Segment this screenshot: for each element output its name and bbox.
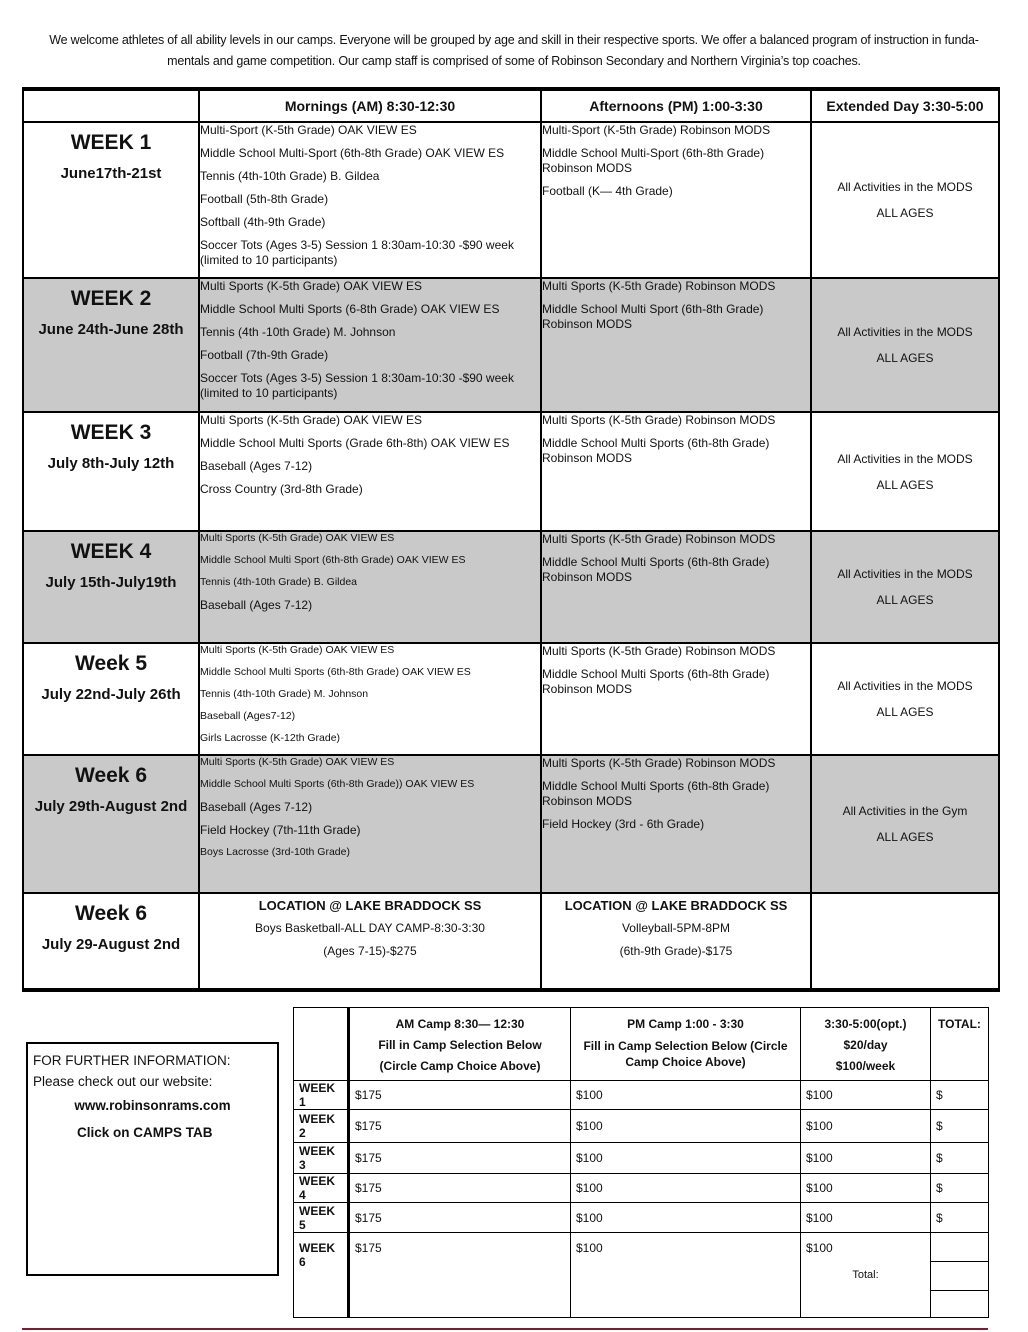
week-row-4 — [23, 531, 999, 643]
activity-item: Baseball (Ages 7-12) — [200, 459, 313, 473]
pm-location-cell — [541, 893, 811, 990]
activity-item: Multi Sports (K-5th Grade) Robinson MODS — [542, 279, 776, 293]
fee-ext-price: $100 — [801, 1203, 931, 1233]
activity-item: Football (K— 4th Grade) — [542, 184, 673, 198]
fee-ext-price: $100 — [801, 1110, 931, 1143]
activity-item: Middle School Multi Sports (6-8th Grade) OAK VIEW ES — [200, 302, 500, 316]
fee-ext-price: $100 — [801, 1081, 931, 1110]
extended-activities — [811, 278, 999, 412]
am-activities — [199, 531, 541, 643]
week-label-cell — [23, 278, 199, 412]
activity-item: Cross Country (3rd-8th Grade) — [200, 482, 363, 496]
extended-activities — [811, 755, 999, 893]
activity-item: Multi Sports (K-5th Grade) OAK VIEW ES — [200, 279, 423, 293]
bottom-divider — [22, 1328, 988, 1330]
activity-item: Multi Sports (K-5th Grade) Robinson MODS — [542, 756, 776, 770]
extended-empty-cell — [811, 893, 999, 990]
fee-week-label: WEEK 6 — [294, 1233, 349, 1318]
fee-header-am-line-2: Fill in Camp Selection Below — [378, 1038, 542, 1052]
activity-item: Tennis (4th -10th Grade) M. Johnson — [200, 325, 396, 339]
week-row-3 — [23, 412, 999, 531]
activity-item: Baseball (Ages7-12) — [200, 710, 296, 722]
fee-pm-price: $100 — [571, 1174, 801, 1203]
grand-total-label: Total: — [852, 1269, 879, 1281]
fee-row-5 — [294, 1203, 989, 1233]
activity-item: Middle School Multi-Sport (6th-8th Grade) Robinson MODS — [542, 146, 765, 175]
activity-item: Multi Sports (K-5th Grade) Robinson MODS — [542, 413, 776, 427]
header-mornings: Mornings (AM) 8:30-12:30 — [199, 89, 541, 122]
fee-total-field[interactable]: $ — [931, 1174, 989, 1203]
fee-am-price: $175 — [349, 1174, 571, 1203]
fee-header-am — [349, 1008, 571, 1081]
fee-am-price: $175 — [349, 1143, 571, 1174]
activity-item: Middle School Multi Sports (6th-8th Grade) OAK VIEW ES — [200, 666, 471, 678]
fee-header-ext-line-2: $20/day — [843, 1038, 888, 1052]
fee-header-am-line-3: (Circle Camp Choice Above) — [379, 1059, 541, 1073]
week-dates: July 22nd-July 26th — [41, 686, 181, 703]
pm-activities — [541, 755, 811, 893]
info-box — [26, 1042, 279, 1276]
extended-activities — [811, 412, 999, 531]
fee-header-pm-line-2: Fill in Camp Selection Below (Circle Camp Choice Above) — [583, 1039, 788, 1069]
pm-location-title: LOCATION @ LAKE BRADDOCK SS — [564, 898, 788, 913]
fee-total-cell — [931, 1233, 989, 1318]
activity-item: Multi Sports (K-5th Grade) OAK VIEW ES — [200, 756, 395, 768]
header-afternoons: Afternoons (PM) 1:00-3:30 — [541, 89, 811, 122]
pm-activities — [541, 122, 811, 278]
activity-item: Multi-Sport (K-5th Grade) OAK VIEW ES — [200, 123, 417, 137]
am-location-cell — [199, 893, 541, 990]
extended-ages: ALL AGES — [876, 351, 934, 365]
header-blank — [23, 89, 199, 122]
fee-header-row — [294, 1008, 989, 1081]
extended-activities — [811, 643, 999, 755]
fee-row-2 — [294, 1110, 989, 1143]
extended-ages: ALL AGES — [876, 705, 934, 719]
activity-item: Multi Sports (K-5th Grade) OAK VIEW ES — [200, 532, 395, 544]
extended-item: All Activities in the MODS — [837, 451, 973, 466]
extended-ages: ALL AGES — [876, 593, 934, 607]
fee-total-field[interactable]: $ — [931, 1143, 989, 1174]
activity-item: Middle School Multi Sports (6th-8th Grade)) OAK VIEW ES — [200, 778, 475, 790]
activity-item: Middle School Multi-Sport (6th-8th Grade) OAK VIEW ES — [200, 146, 505, 160]
week-title: Week 5 — [75, 652, 147, 675]
activity-item: Football (5th-8th Grade) — [200, 192, 329, 206]
fee-ext-price: $100 — [806, 1241, 833, 1255]
fee-week-label: WEEK 4 — [294, 1174, 349, 1203]
fee-header-am-line-1: AM Camp 8:30— 12:30 — [395, 1017, 525, 1031]
schedule-table — [22, 87, 1000, 992]
fee-ext-price: $100 — [801, 1174, 931, 1203]
extended-item: All Activities in the MODS — [837, 567, 973, 581]
fee-pm-price: $100 — [571, 1233, 801, 1318]
week-title: Week 6 — [75, 764, 147, 787]
activity-item: Soccer Tots (Ages 3-5) Session 1 8:30am-10:30 -$90 week (limited to 10 participants) — [200, 238, 514, 267]
fee-total-field[interactable]: $ — [931, 1203, 989, 1233]
week-dates: July 29th-August 2nd — [34, 798, 188, 815]
fee-week-label: WEEK 3 — [294, 1143, 349, 1174]
fee-am-price: $175 — [349, 1110, 571, 1143]
extended-item: All Activities in the MODS — [837, 679, 973, 693]
website-link[interactable]: www.robinsonrams.com — [74, 1098, 231, 1113]
fee-ext-price-cell — [801, 1233, 931, 1318]
extended-item: All Activities in the MODS — [837, 180, 973, 194]
activity-item: Middle School Multi Sports (6th-8th Grade) Robinson MODS — [542, 779, 770, 808]
fee-week-label: WEEK 5 — [294, 1203, 349, 1233]
week-title: WEEK 1 — [70, 131, 152, 154]
activity-item: Baseball (Ages 7-12) — [200, 598, 313, 612]
week-label-cell — [23, 122, 199, 278]
fee-pm-price: $100 — [571, 1110, 801, 1143]
fee-row-4 — [294, 1174, 989, 1203]
intro-line-2: mentals and game competition. Our camp staff is comprised of some of Robinson Secondary and Northern Virginia’s top coaches. — [167, 54, 861, 68]
am-activities — [199, 755, 541, 893]
am-activities — [199, 412, 541, 531]
extended-item: All Activities in the MODS — [837, 325, 973, 339]
am-location-line-1: Boys Basketball-ALL DAY CAMP-8:30-3:30 — [255, 921, 485, 935]
fee-total-field[interactable]: $ — [931, 1110, 989, 1143]
week-dates: June17th-21st — [60, 165, 162, 182]
activity-item: Tennis (4th-10th Grade) B. Gildea — [200, 169, 380, 183]
fee-pm-price: $100 — [571, 1143, 801, 1174]
week-dates: July 15th-July19th — [45, 574, 177, 591]
extended-activities — [811, 531, 999, 643]
fee-pm-price: $100 — [571, 1081, 801, 1110]
schedule-header-row — [23, 89, 999, 122]
week-title: Week 6 — [75, 902, 147, 925]
intro-text — [30, 30, 998, 72]
fee-total-blank — [931, 1291, 988, 1317]
fee-header-total: TOTAL: — [931, 1008, 989, 1081]
fee-am-price: $175 — [349, 1233, 571, 1318]
fee-pm-price: $100 — [571, 1203, 801, 1233]
activity-item: Tennis (4th-10th Grade) M. Johnson — [200, 688, 369, 700]
activity-item: Girls Lacrosse (K-12th Grade) — [200, 732, 341, 744]
extended-ages: ALL AGES — [876, 830, 934, 844]
week-row-6-location — [23, 893, 999, 990]
fee-header-pm — [571, 1008, 801, 1081]
am-location-title: LOCATION @ LAKE BRADDOCK SS — [258, 898, 482, 913]
activity-item: Softball (4th-9th Grade) — [200, 215, 326, 229]
week-row-5 — [23, 643, 999, 755]
fee-ext-price: $100 — [801, 1143, 931, 1174]
pm-location-line-2: (6th-9th Grade)-$175 — [619, 944, 733, 958]
activity-item: Middle School Multi Sports (6th-8th Grade) Robinson MODS — [542, 555, 770, 584]
week-label-cell — [23, 755, 199, 893]
week-title: WEEK 2 — [70, 287, 152, 310]
intro-line-1: We welcome athletes of all ability levels in our camps. Everyone will be grouped by age and skill in their respective sports. We offer a balanced program of instruction in funda- — [49, 33, 979, 47]
activity-item: Multi Sports (K-5th Grade) Robinson MODS — [542, 644, 776, 658]
header-extended: Extended Day 3:30-5:00 — [811, 89, 999, 122]
activity-item: Baseball (Ages 7-12) — [200, 800, 313, 814]
week-row-6 — [23, 755, 999, 893]
activity-item: Multi-Sport (K-5th Grade) Robinson MODS — [542, 123, 771, 137]
week-row-1 — [23, 122, 999, 278]
activity-item: Multi Sports (K-5th Grade) OAK VIEW ES — [200, 644, 395, 656]
pm-activities — [541, 643, 811, 755]
activity-item: Football (7th-9th Grade) — [200, 348, 329, 362]
activity-item: Boys Lacrosse (3rd-10th Grade) — [200, 846, 350, 858]
activity-item: Middle School Multi Sports (6th-8th Grade) Robinson MODS — [542, 436, 770, 465]
activity-item: Multi Sports (K-5th Grade) OAK VIEW ES — [200, 413, 423, 427]
activity-item: Middle School Multi Sports (Grade 6th-8th) OAK VIEW ES — [200, 436, 510, 450]
activity-item: Middle School Multi Sport (6th-8th Grade) OAK VIEW ES — [200, 554, 466, 566]
fee-week-label: WEEK 2 — [294, 1110, 349, 1143]
am-activities — [199, 122, 541, 278]
fee-header-extended — [801, 1008, 931, 1081]
pm-activities — [541, 531, 811, 643]
activity-item: Tennis (4th-10th Grade) B. Gildea — [200, 576, 357, 588]
activity-item: Multi Sports (K-5th Grade) Robinson MODS — [542, 532, 776, 546]
activity-item: Field Hockey (3rd - 6th Grade) — [542, 817, 705, 831]
week-dates: July 8th-July 12th — [47, 455, 175, 472]
pm-activities — [541, 412, 811, 531]
info-text: FOR FURTHER INFORMATION: Please check out our website: — [33, 1053, 231, 1089]
week-label-cell — [23, 893, 199, 990]
extended-ages: ALL AGES — [876, 206, 934, 220]
activity-item: Middle School Multi Sports (6th-8th Grade) Robinson MODS — [542, 667, 770, 696]
fee-row-6 — [294, 1233, 989, 1318]
camps-tab-note: Click on CAMPS TAB — [77, 1125, 213, 1140]
week-dates: July 29-August 2nd — [41, 936, 181, 953]
am-activities — [199, 643, 541, 755]
fee-am-price: $175 — [349, 1203, 571, 1233]
activity-item: Field Hockey (7th-11th Grade) — [200, 823, 361, 837]
week-label-cell — [23, 412, 199, 531]
activity-item: Soccer Tots (Ages 3-5) Session 1 8:30am-10:30 -$90 week (limited to 10 participants) — [200, 371, 514, 400]
week-label-cell — [23, 643, 199, 755]
fee-row-3 — [294, 1143, 989, 1174]
fee-header-ext-line-3: $100/week — [835, 1059, 896, 1073]
extended-ages: ALL AGES — [876, 477, 934, 492]
fee-total-field[interactable] — [931, 1233, 988, 1262]
week-title: WEEK 4 — [70, 540, 152, 563]
activity-item: Middle School Multi Sport (6th-8th Grade) Robinson MODS — [542, 302, 764, 331]
week-dates: June 24th-June 28th — [38, 321, 184, 338]
fee-row-1 — [294, 1081, 989, 1110]
fee-week-label: WEEK 1 — [294, 1081, 349, 1110]
week-row-2 — [23, 278, 999, 412]
fee-header-blank — [294, 1008, 349, 1081]
am-activities — [199, 278, 541, 412]
week-title: WEEK 3 — [70, 421, 152, 444]
fee-table — [293, 1007, 989, 1318]
fee-header-ext-line-1: 3:30-5:00(opt.) — [824, 1017, 907, 1031]
week-label-cell — [23, 531, 199, 643]
pm-location-line-1: Volleyball-5PM-8PM — [621, 921, 731, 935]
fee-total-field[interactable]: $ — [931, 1081, 989, 1110]
grand-total-field[interactable] — [931, 1262, 988, 1291]
extended-item: All Activities in the Gym — [842, 804, 968, 818]
fee-am-price: $175 — [349, 1081, 571, 1110]
pm-activities — [541, 278, 811, 412]
fee-header-pm-line-1: PM Camp 1:00 - 3:30 — [627, 1017, 744, 1031]
am-location-line-2: (Ages 7-15)-$275 — [323, 944, 417, 958]
extended-activities — [811, 122, 999, 278]
